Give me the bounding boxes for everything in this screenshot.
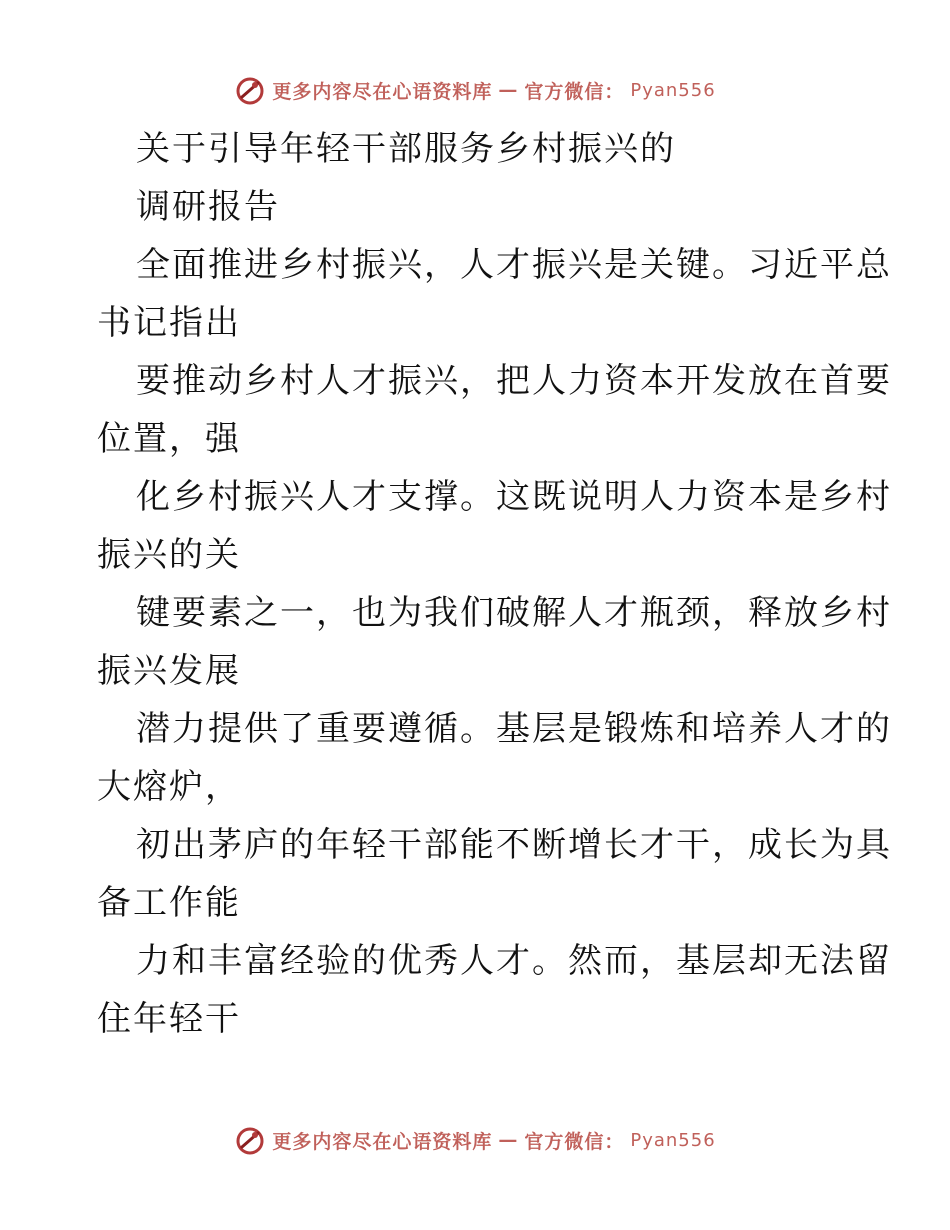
paragraph-line: 潜力提供了重要遵循。基层是锻炼和培养人才的 (136, 709, 892, 749)
watermark-brand-text: 更多内容尽在心语资料库 (272, 80, 493, 103)
header-watermark (0, 70, 950, 110)
paragraph-line: 键要素之一，也为我们破解人才瓶颈，释放乡村 (136, 593, 892, 633)
paragraph-line: 要推动乡村人才振兴，把人力资本开发放在首要 (136, 361, 892, 401)
paragraph-line: 化乡村振兴人才支撑。这既说明人力资本是乡村 (136, 477, 892, 517)
watermark-wechat-id: Pyan556 (630, 1129, 716, 1151)
watermark-wechat-id: Pyan556 (630, 79, 716, 101)
watermark-brand-text: 更多内容尽在心语资料库 (272, 1130, 493, 1153)
brush-circle-logo-icon (234, 74, 266, 106)
paragraph-line: 初出茅庐的年轻干部能不断增长才干，成长为具 (136, 825, 892, 865)
watermark-dash: — (498, 79, 519, 101)
paragraph-line: 振兴发展 (97, 651, 241, 691)
paragraph-line: 力和丰富经验的优秀人才。然而，基层却无法留 (136, 941, 892, 981)
paragraph-line: 大熔炉， (97, 767, 241, 807)
document-title-line-2: 调研报告 (136, 187, 280, 227)
paragraph-line: 全面推进乡村振兴，人才振兴是关键。习近平总 (136, 245, 892, 285)
footer-watermark (0, 1120, 950, 1160)
paragraph-line: 振兴的关 (97, 535, 241, 575)
document-title-line-1: 关于引导年轻干部服务乡村振兴的 (136, 129, 676, 169)
paragraph-line: 位置，强 (97, 419, 241, 459)
watermark-dash: — (498, 1129, 519, 1151)
paragraph-line: 备工作能 (97, 883, 241, 923)
watermark-wechat-label: 官方微信： (524, 80, 625, 103)
brush-circle-logo-icon (234, 1124, 266, 1156)
watermark-wechat-label: 官方微信： (524, 1130, 625, 1153)
paragraph-line: 书记指出 (97, 303, 241, 343)
document-body (97, 120, 892, 1048)
paragraph-line: 住年轻干 (97, 999, 241, 1039)
